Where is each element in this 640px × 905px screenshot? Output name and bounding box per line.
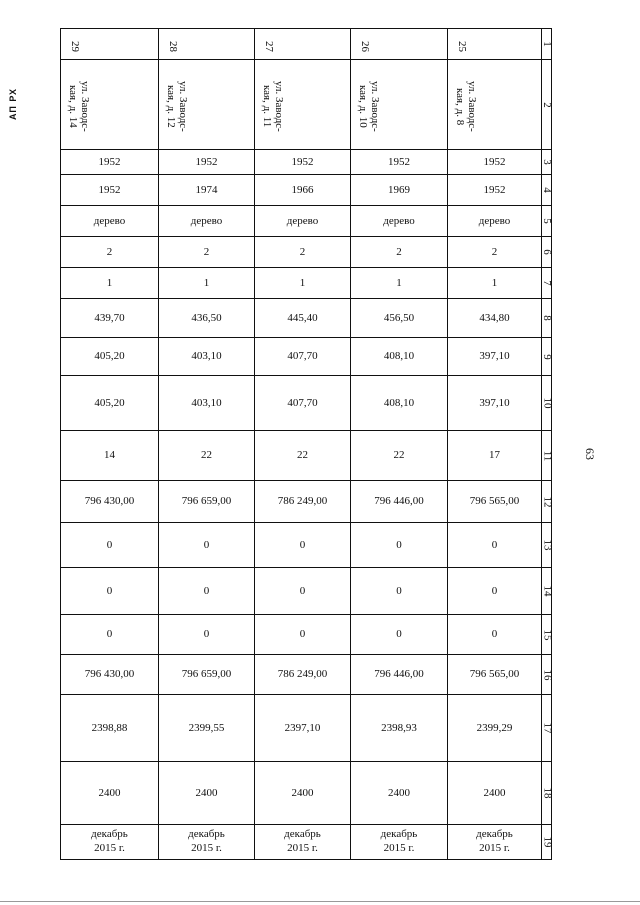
table-cell: 0 [61,615,159,655]
column-number-text: 8 [540,315,553,321]
column-number-text: 14 [541,585,554,597]
field-row [61,655,552,695]
column-number-text: 10 [541,397,554,409]
table-cell: 2400 [448,762,542,825]
field-row [61,29,552,60]
column-number-text: 11 [541,450,554,461]
housing-register-table [60,28,552,860]
column-number-text: 9 [540,353,553,360]
table-cell: 456,50 [351,299,448,338]
table-cell: 0 [351,615,448,655]
column-number [542,523,552,568]
table-cell: 2 [159,237,255,268]
table-cell: 14 [61,431,159,481]
field-row [61,431,552,481]
archive-stamp: АП РХ [8,88,18,121]
column-number [542,825,552,860]
column-number [542,338,552,376]
field-row [61,268,552,299]
table-cell: 0 [448,615,542,655]
table-cell: 796 430,00 [61,481,159,523]
field-row [61,523,552,568]
table-cell: 1966 [255,175,351,206]
table-cell: 1952 [159,150,255,175]
table-cell: 1 [255,268,351,299]
table-cell: 2400 [351,762,448,825]
table-cell: 408,10 [351,376,448,431]
table-cell: 2 [351,237,448,268]
column-number-text: 18 [541,787,554,799]
record-address [448,60,542,150]
record-address [159,60,255,150]
column-number [542,762,552,825]
table-cell: 397,10 [448,338,542,376]
table-cell: 796 446,00 [351,655,448,695]
column-number [542,655,552,695]
table-cell: 796 565,00 [448,655,542,695]
table-cell: 1952 [351,150,448,175]
table-cell: декабрь 2015 г. [159,825,255,860]
table-cell: 796 659,00 [159,481,255,523]
record-address-text: ул. Заводс- кая, д. 12 [165,81,190,132]
table-cell: 2398,88 [61,695,159,762]
field-row [61,481,552,523]
column-number-text: 15 [541,629,554,640]
table-cell: дерево [351,206,448,237]
table-cell: 786 249,00 [255,655,351,695]
table-cell: 403,10 [159,338,255,376]
column-number-text: 4 [540,187,553,193]
table-cell: 796 565,00 [448,481,542,523]
record-address-text: ул. Заводс- кая, д. 11 [261,81,286,132]
table-cell: 0 [255,523,351,568]
record-number [255,29,351,60]
column-number-text: 3 [540,159,553,165]
column-number [542,481,552,523]
record-address-text: ул. Заводс- кая, д. 10 [357,81,382,132]
table-cell: 22 [255,431,351,481]
table-cell: 0 [159,523,255,568]
column-number-text: 19 [541,836,554,848]
record-number-text: 28 [167,40,179,52]
table-cell: 2400 [255,762,351,825]
table-cell: 796 430,00 [61,655,159,695]
column-number [542,376,552,431]
bottom-rule [0,901,640,902]
column-number-text: 1 [540,41,553,47]
field-row [61,237,552,268]
field-row [61,175,552,206]
table-cell: 408,10 [351,338,448,376]
column-number [542,29,552,60]
field-row [61,299,552,338]
table-cell: 1 [61,268,159,299]
field-row [61,338,552,376]
table-cell: 436,50 [159,299,255,338]
page-number: 63 [583,448,597,460]
field-row [61,376,552,431]
table-cell: 0 [351,568,448,615]
table-cell: 786 249,00 [255,481,351,523]
table-cell: 2 [255,237,351,268]
record-address [255,60,351,150]
table-cell: 1 [351,268,448,299]
table-cell: 0 [255,615,351,655]
field-row [61,150,552,175]
table-cell: 439,70 [61,299,159,338]
record-number [61,29,159,60]
table-cell: 2400 [159,762,255,825]
record-number-text: 27 [263,40,275,52]
column-number-text: 12 [541,496,554,507]
table-cell: декабрь 2015 г. [351,825,448,860]
column-number [542,695,552,762]
record-address [61,60,159,150]
table-cell: 1952 [448,150,542,175]
table-cell: декабрь 2015 г. [448,825,542,860]
column-number [542,431,552,481]
record-number [159,29,255,60]
record-address-text: ул. Заводс- кая, д. 8 [454,81,479,132]
table-cell: декабрь 2015 г. [255,825,351,860]
table-cell: 2 [448,237,542,268]
record-number-text: 29 [69,40,81,52]
column-number [542,615,552,655]
field-row [61,615,552,655]
record-number [351,29,448,60]
table-cell: 434,80 [448,299,542,338]
record-address-text: ул. Заводс- кая, д. 14 [67,81,92,132]
column-number-text: 2 [540,101,553,108]
table-cell: 397,10 [448,376,542,431]
table-cell: 405,20 [61,376,159,431]
table-cell: дерево [61,206,159,237]
table-cell: 0 [351,523,448,568]
column-number-text: 17 [541,722,554,734]
table-cell: 0 [159,568,255,615]
column-number [542,206,552,237]
table-cell: 2400 [61,762,159,825]
table-cell: 1952 [255,150,351,175]
table-cell: 2 [61,237,159,268]
table-cell: дерево [159,206,255,237]
table-cell: 1952 [61,150,159,175]
table-cell: 22 [159,431,255,481]
table-cell: 0 [448,523,542,568]
table-cell: 407,70 [255,376,351,431]
table-cell: 0 [255,568,351,615]
field-row [61,825,552,860]
record-address [351,60,448,150]
table-cell: 0 [61,568,159,615]
table-cell: 2399,29 [448,695,542,762]
field-row [61,60,552,150]
field-row [61,206,552,237]
table-cell: 17 [448,431,542,481]
record-number-text: 26 [359,40,371,52]
table-cell: 2397,10 [255,695,351,762]
table-cell: 1974 [159,175,255,206]
column-number-text: 5 [540,218,553,224]
column-number [542,175,552,206]
column-number [542,568,552,615]
table-cell: 445,40 [255,299,351,338]
table-cell: 407,70 [255,338,351,376]
field-row [61,695,552,762]
table-cell: дерево [448,206,542,237]
column-number-text: 16 [541,669,554,680]
table-cell: 796 446,00 [351,481,448,523]
record-number [448,29,542,60]
table-cell: 0 [159,615,255,655]
table-cell: 1952 [448,175,542,206]
table-cell: 405,20 [61,338,159,376]
column-number [542,60,552,150]
table-cell: дерево [255,206,351,237]
table-cell: 1969 [351,175,448,206]
table-cell: 2398,93 [351,695,448,762]
table-cell: декабрь 2015 г. [61,825,159,860]
column-number [542,268,552,299]
record-number-text: 25 [456,40,468,52]
table-cell: 1952 [61,175,159,206]
column-number [542,150,552,175]
column-number [542,299,552,338]
column-number [542,237,552,268]
table-cell: 403,10 [159,376,255,431]
table-cell: 22 [351,431,448,481]
table-cell: 2399,55 [159,695,255,762]
table-cell: 0 [448,568,542,615]
table-cell: 1 [159,268,255,299]
column-number-text: 6 [540,249,553,255]
table-cell: 1 [448,268,542,299]
field-row [61,762,552,825]
column-number-text: 13 [541,539,554,551]
table-cell: 0 [61,523,159,568]
column-number-text: 7 [540,280,553,286]
field-row [61,568,552,615]
table-cell: 796 659,00 [159,655,255,695]
